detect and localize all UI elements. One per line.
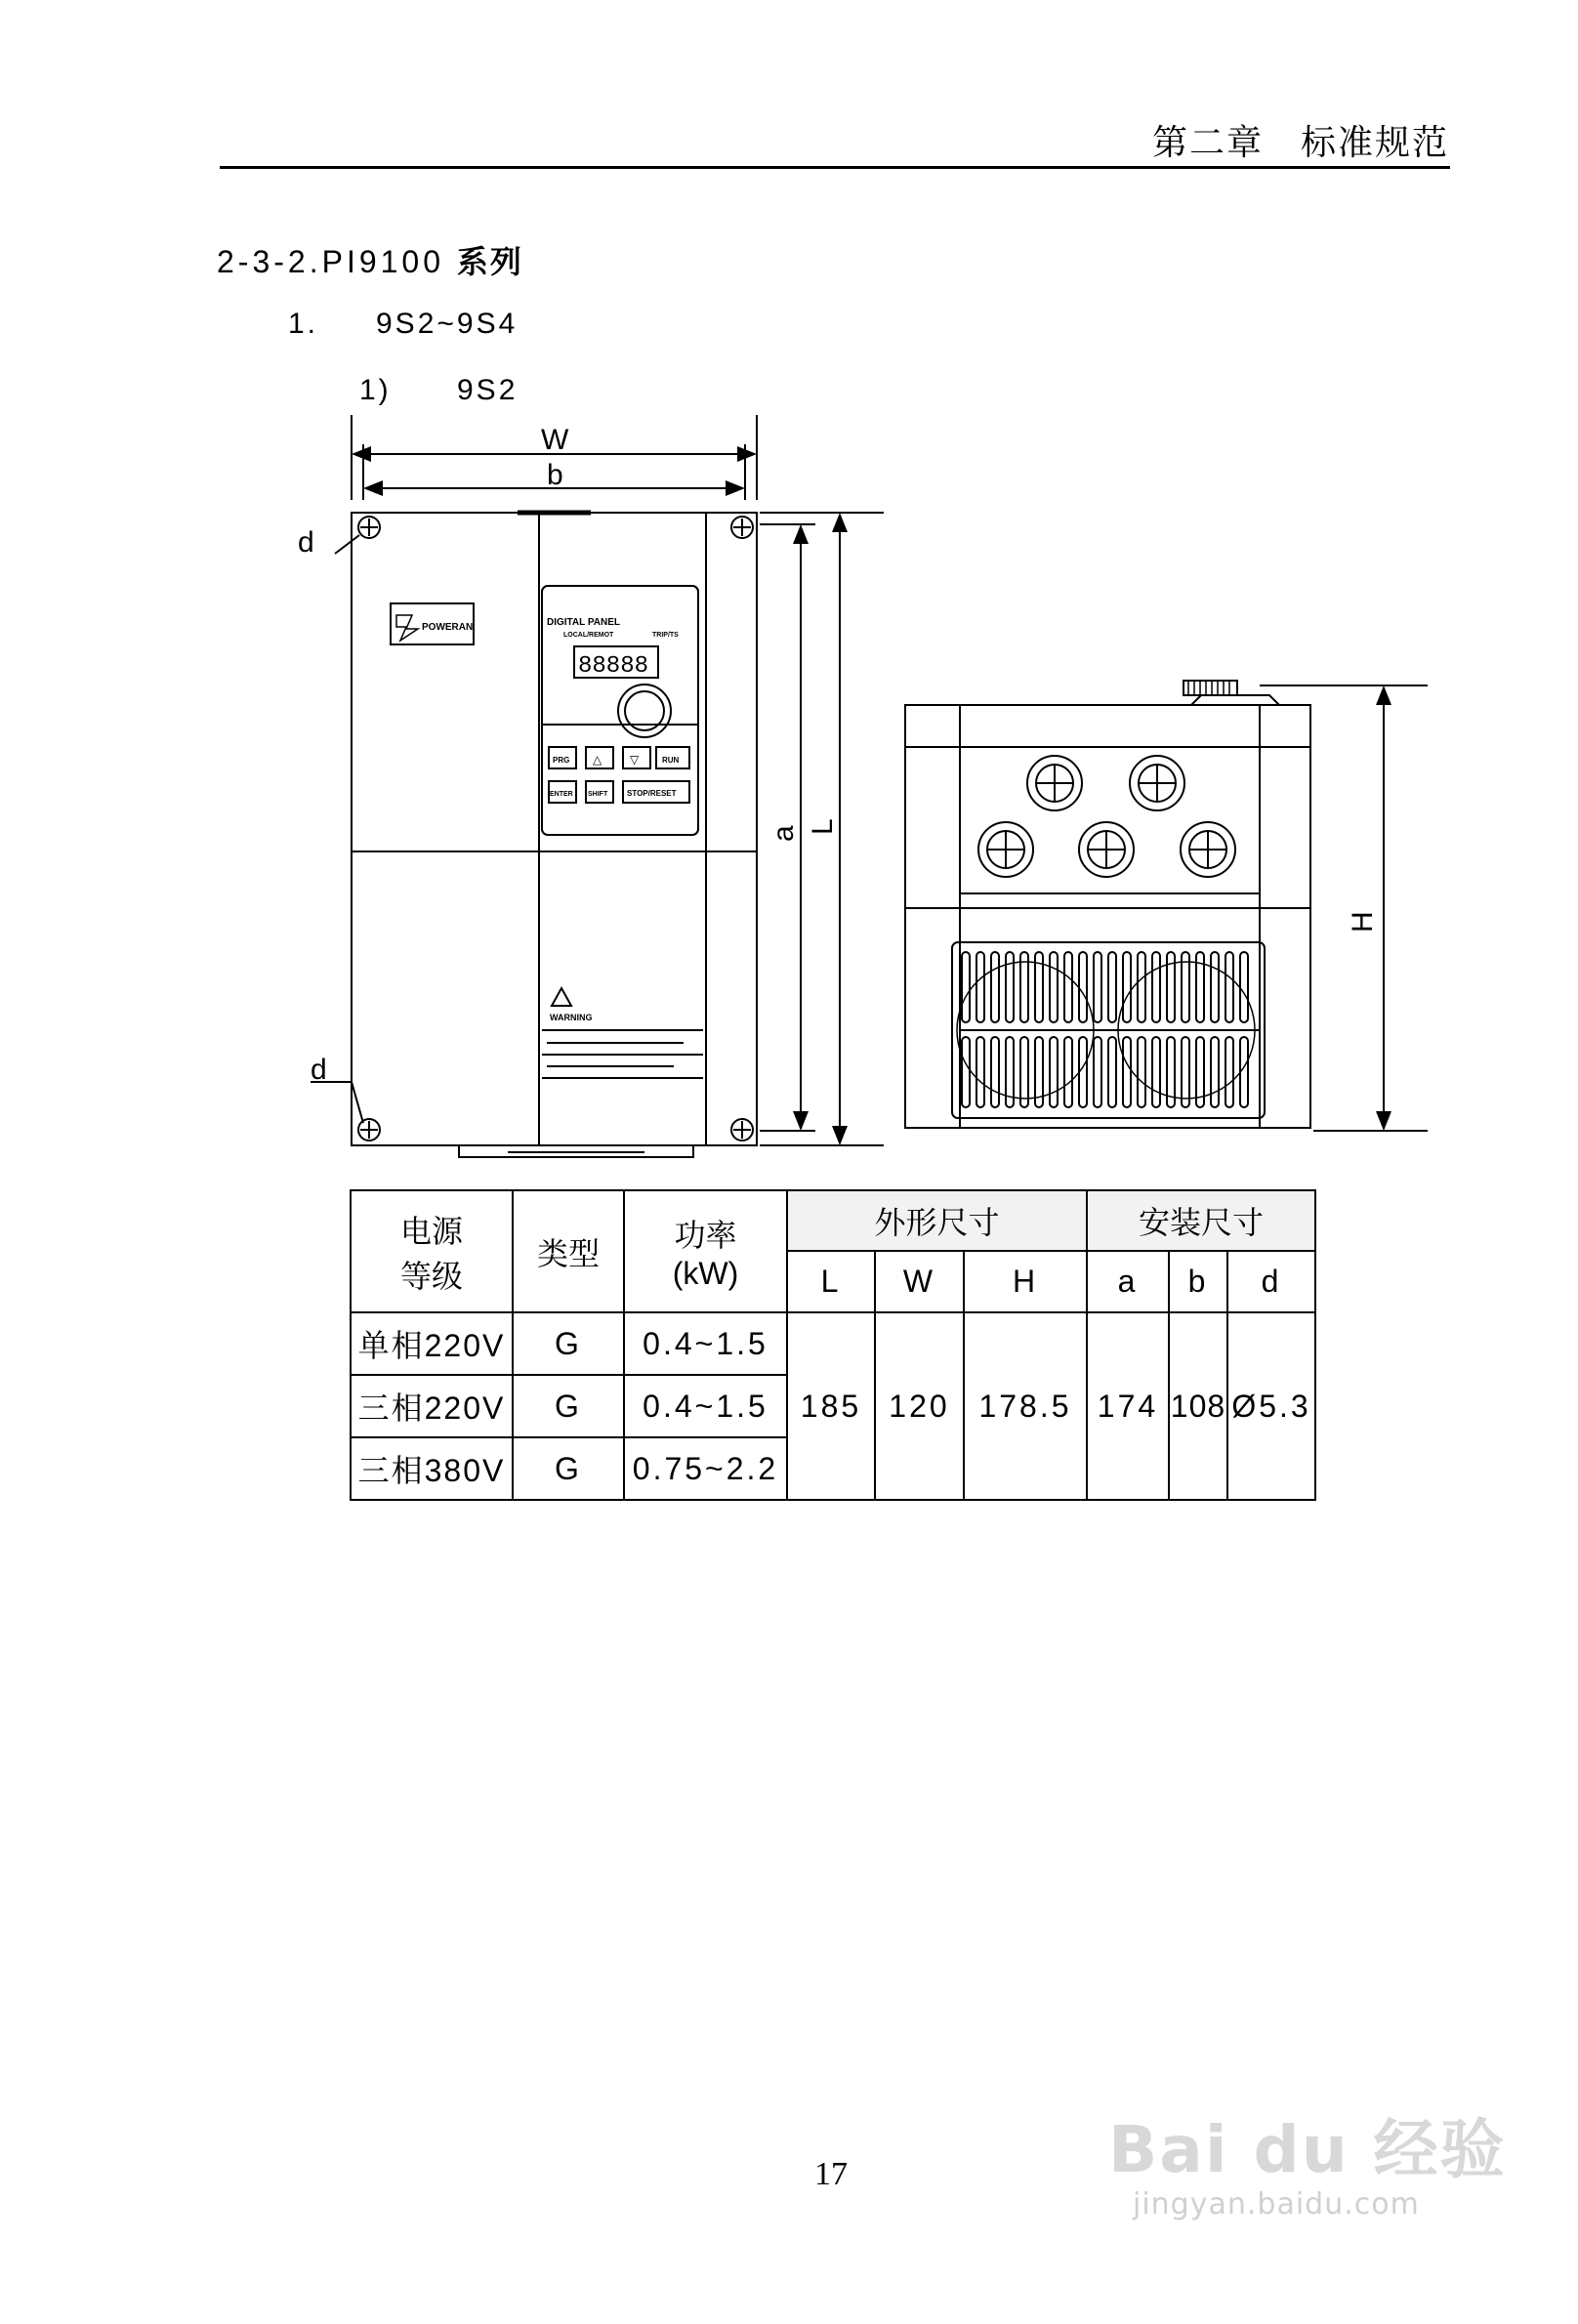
panel-sub-left: LOCAL/REMOT xyxy=(563,632,614,639)
chapter-title: 第二章 标准规范 xyxy=(1152,123,1450,162)
key-prg: PRG xyxy=(553,756,570,765)
dimension-table xyxy=(350,1189,1316,1501)
led-display: 88888 xyxy=(578,653,649,680)
warning-text-lines xyxy=(542,1030,703,1078)
table-row xyxy=(351,1312,1315,1375)
header-L: L xyxy=(787,1251,875,1312)
watermark-logo: Bai du 经验 xyxy=(1108,2112,1507,2187)
panel-sub-right: TRIP/TS xyxy=(652,632,679,639)
screw-icon xyxy=(731,1119,753,1141)
key-stop-reset: STOP/RESET xyxy=(627,789,677,798)
item-label: 9S2 xyxy=(457,374,519,406)
dim-W: 120 xyxy=(875,1312,964,1500)
dim-label-d-bottom: d xyxy=(311,1054,327,1086)
header-power: 功率 (kW) xyxy=(624,1190,787,1312)
row-type: G xyxy=(513,1437,624,1500)
brand-logo-icon xyxy=(396,615,418,641)
panel-title: DIGITAL PANEL xyxy=(547,617,620,628)
dim-d: Ø5.3 xyxy=(1227,1312,1315,1500)
cable-gland-icon xyxy=(1079,822,1134,877)
dim-label-H: H xyxy=(1347,911,1379,933)
dim-b: 108 xyxy=(1169,1312,1227,1500)
header-mounting-dims: 安装尺寸 xyxy=(1087,1190,1315,1251)
cable-gland-icon xyxy=(978,822,1033,877)
key-enter: ENTER xyxy=(550,791,573,798)
watermark-url: jingyan.baidu.com xyxy=(1133,2187,1420,2221)
item-index: 1) xyxy=(359,374,392,406)
cable-gland-icon xyxy=(1130,756,1184,810)
section-model: PI9100 xyxy=(321,244,445,279)
key-shift: SHIFT xyxy=(588,791,608,798)
row-level: 三相220V xyxy=(351,1375,513,1437)
screw-icon xyxy=(358,1119,380,1141)
dim-label-W: W xyxy=(541,424,569,456)
dim-label-L: L xyxy=(807,818,839,835)
screw-icon xyxy=(358,517,380,538)
header-a: a xyxy=(1087,1251,1169,1312)
page-number: 17 xyxy=(814,2156,848,2192)
row-power: 0.75~2.2 xyxy=(624,1437,787,1500)
header-power-level: 电源 等级 xyxy=(351,1190,513,1312)
dim-a: 174 xyxy=(1087,1312,1169,1500)
key-up: △ xyxy=(593,753,602,767)
brand-name: POWERAN xyxy=(422,622,474,633)
fan-knurl xyxy=(1188,681,1229,695)
row-power: 0.4~1.5 xyxy=(624,1312,787,1375)
row-power: 0.4~1.5 xyxy=(624,1375,787,1437)
screw-icon xyxy=(731,517,753,538)
warning-icon xyxy=(552,988,571,1006)
dim-L: 185 xyxy=(787,1312,875,1500)
subsection-index: 1. xyxy=(288,308,319,340)
dim-label-d-top: d xyxy=(298,526,314,559)
section-title-suffix: 系列 xyxy=(456,243,523,280)
cable-gland-icon xyxy=(1181,822,1235,877)
dim-label-a: a xyxy=(768,825,800,842)
row-type: G xyxy=(513,1312,624,1375)
header-type: 类型 xyxy=(513,1190,624,1312)
header-H: H xyxy=(964,1251,1087,1312)
header-outline-dims: 外形尺寸 xyxy=(787,1190,1087,1251)
header-b: b xyxy=(1169,1251,1227,1312)
row-level: 单相220V xyxy=(351,1312,513,1375)
dim-label-b: b xyxy=(547,459,563,491)
cable-gland-icon xyxy=(1027,756,1082,810)
header-W: W xyxy=(875,1251,964,1312)
row-level: 三相380V xyxy=(351,1437,513,1500)
key-down: ▽ xyxy=(630,753,640,767)
warning-title: WARNING xyxy=(550,1013,593,1022)
subsection-label: 9S2~9S4 xyxy=(376,308,519,340)
d-leaders xyxy=(311,535,363,1123)
dim-H: 178.5 xyxy=(964,1312,1087,1500)
row-type: G xyxy=(513,1375,624,1437)
key-run: RUN xyxy=(662,756,680,765)
header-d: d xyxy=(1227,1251,1315,1312)
section-number: 2-3-2. xyxy=(217,244,322,279)
